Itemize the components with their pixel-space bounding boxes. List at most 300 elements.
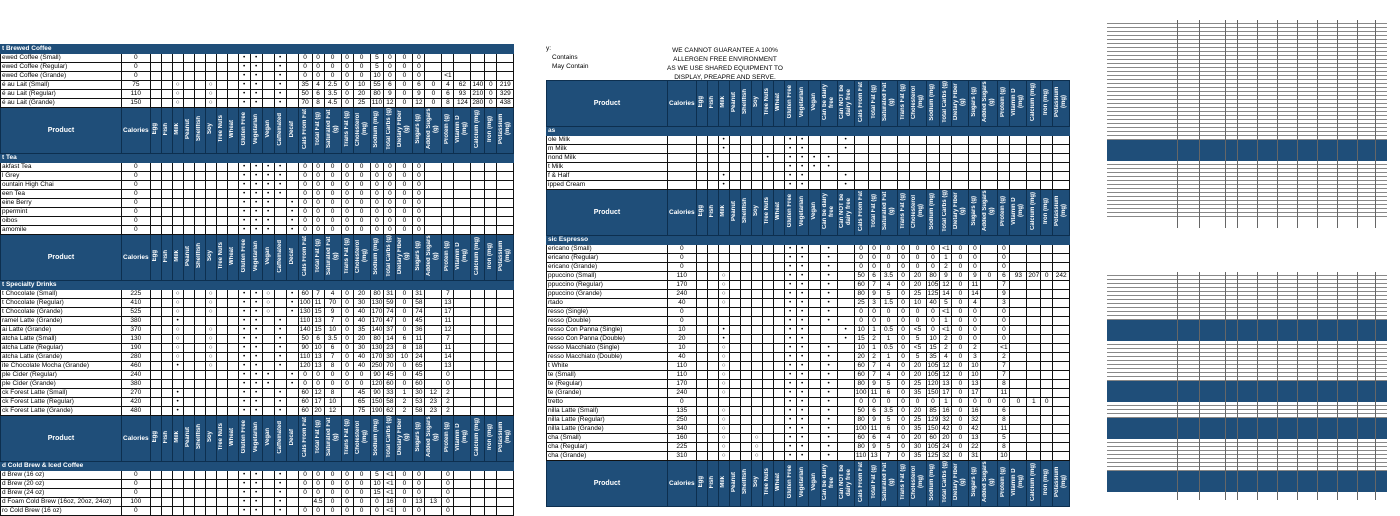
table-cell: 75 xyxy=(353,407,370,416)
table-cell: ○ xyxy=(262,299,274,308)
table-cell: 130 xyxy=(371,344,383,351)
table-cell xyxy=(183,308,194,317)
table-cell: • xyxy=(238,407,250,416)
table-row xyxy=(1,199,514,208)
table-cell: 0 xyxy=(122,199,151,208)
table-cell xyxy=(773,443,784,452)
table-cell xyxy=(150,326,161,335)
table-cell xyxy=(485,507,497,516)
table-cell: 4 xyxy=(880,362,897,371)
table-cell xyxy=(425,308,442,317)
table-cell xyxy=(194,90,205,99)
table-cell xyxy=(729,344,740,353)
table-cell xyxy=(707,335,718,344)
table-cell xyxy=(216,208,227,217)
table-cell: 10 xyxy=(370,72,384,81)
table-cell: 12 xyxy=(384,99,396,108)
table-cell xyxy=(471,362,485,371)
table-cell xyxy=(1053,425,1070,434)
table-cell: • xyxy=(250,190,262,199)
table-cell: • xyxy=(274,480,286,489)
table-cell xyxy=(808,145,820,154)
column-header: Vegetarian xyxy=(250,108,262,154)
table-cell xyxy=(718,245,729,254)
table-cell: • xyxy=(796,371,808,380)
table-cell: 124 xyxy=(454,99,471,108)
table-cell: ○ xyxy=(718,281,729,290)
table-cell xyxy=(150,181,161,190)
table-cell: 11 xyxy=(998,425,1010,434)
disclaimer-line-2: ALLERGEN FREE ENVIRONMENT xyxy=(673,56,777,63)
table-row xyxy=(1,181,514,190)
table-cell xyxy=(1041,136,1053,145)
table-cell: • xyxy=(796,434,808,443)
table-cell xyxy=(897,181,909,190)
table-cell xyxy=(205,317,216,326)
table-cell: • xyxy=(238,371,250,380)
table-cell xyxy=(161,471,172,480)
table-cell: • xyxy=(796,163,808,172)
table-cell: 0 xyxy=(396,290,413,299)
table-cell xyxy=(707,263,718,272)
table-cell: ○ xyxy=(205,335,216,344)
table-cell: ○ xyxy=(718,344,729,353)
table-cell: 7 xyxy=(868,362,880,371)
table-cell xyxy=(425,507,442,516)
table-cell xyxy=(707,290,718,299)
column-header: Cholesterol (mg) xyxy=(909,461,926,507)
table-cell xyxy=(773,272,784,281)
table-cell xyxy=(729,371,740,380)
table-cell xyxy=(425,63,442,72)
column-header: Calcium (mg) xyxy=(471,416,485,462)
table-cell xyxy=(729,181,740,190)
table-cell: • xyxy=(820,299,837,308)
table-cell xyxy=(194,172,205,181)
table-cell: 0 xyxy=(952,317,969,326)
table-cell xyxy=(286,498,298,507)
table-cell xyxy=(751,163,762,172)
table-cell: • xyxy=(796,308,808,317)
table-cell xyxy=(808,443,820,452)
table-cell: 0 xyxy=(880,263,897,272)
table-cell xyxy=(161,290,172,299)
table-cell: 0 xyxy=(909,263,926,272)
table-cell xyxy=(808,389,820,398)
table-cell xyxy=(718,317,729,326)
table-cell: • xyxy=(784,154,796,163)
table-cell xyxy=(1027,416,1041,425)
column-header: Trans Fat (g) xyxy=(897,461,909,507)
column-header: Calcium (mg) xyxy=(1027,461,1041,507)
table-cell xyxy=(172,480,183,489)
table-cell: 7 xyxy=(324,317,341,326)
product-name-cell: f & Half xyxy=(547,172,668,181)
column-header: Product xyxy=(547,461,668,507)
table-row xyxy=(547,452,1070,461)
table-cell: 0 xyxy=(413,54,425,63)
table-cell xyxy=(808,281,820,290)
table-cell: • xyxy=(238,208,250,217)
table-cell: 0 xyxy=(952,380,969,389)
table-cell xyxy=(740,263,751,272)
table-cell: 13 xyxy=(969,434,981,443)
table-cell: 60 xyxy=(854,281,868,290)
table-cell xyxy=(696,181,707,190)
table-cell: 2 xyxy=(868,353,880,362)
table-cell xyxy=(216,389,227,398)
table-cell xyxy=(274,290,286,299)
table-cell xyxy=(1010,245,1027,254)
table-cell xyxy=(740,245,751,254)
table-cell xyxy=(183,199,194,208)
table-cell: 6 xyxy=(998,407,1010,416)
table-cell xyxy=(762,281,773,290)
table-cell: 0 xyxy=(854,254,868,263)
table-cell: 5 xyxy=(880,380,897,389)
table-cell: 0 xyxy=(341,317,353,326)
table-cell xyxy=(808,335,820,344)
table-cell xyxy=(286,54,298,63)
table-cell: • xyxy=(238,181,250,190)
table-cell xyxy=(773,398,784,407)
table-cell: • xyxy=(274,507,286,516)
table-cell: • xyxy=(274,99,286,108)
table-cell: 35 xyxy=(926,353,940,362)
product-name-cell: ck Forest Latte (Small) xyxy=(1,389,122,398)
column-header: Milk xyxy=(172,235,183,281)
table-cell: 100 xyxy=(299,299,311,306)
table-cell: • xyxy=(837,172,854,181)
table-cell xyxy=(1053,398,1070,407)
table-cell: 13 xyxy=(969,380,981,389)
table-cell xyxy=(183,335,194,344)
table-cell xyxy=(981,163,998,172)
table-cell xyxy=(718,398,729,407)
product-name-cell: ewed Coffee (Regular) xyxy=(1,63,122,72)
table-cell: 225 xyxy=(668,443,697,452)
table-cell: • xyxy=(286,208,298,217)
product-name-cell: resso (Double) xyxy=(547,317,668,326)
table-cell xyxy=(425,380,442,389)
table-cell: • xyxy=(250,81,262,90)
table-cell: 9 xyxy=(384,90,396,99)
table-cell xyxy=(471,335,485,344)
table-row xyxy=(1,326,514,335)
column-header: Trans Fat (g) xyxy=(341,108,353,154)
table-cell: 0 xyxy=(396,99,413,108)
table-cell xyxy=(497,489,514,498)
table-cell: • xyxy=(820,425,837,434)
table-cell: 460 xyxy=(122,362,151,371)
table-cell xyxy=(485,362,497,371)
table-cell: 90 xyxy=(370,389,384,398)
table-cell: 0 xyxy=(952,245,969,254)
table-cell xyxy=(981,443,998,452)
table-cell xyxy=(425,208,442,217)
table-cell: 15 xyxy=(312,308,324,317)
table-cell: 0 xyxy=(396,326,413,335)
table-cell xyxy=(161,407,172,416)
table-cell xyxy=(471,72,485,81)
table-cell xyxy=(740,452,751,461)
table-cell: 0 xyxy=(952,308,969,317)
product-name-cell: resso Macchiato (Double) xyxy=(547,353,668,362)
table-cell: 105 xyxy=(927,281,939,288)
table-cell: • xyxy=(250,54,262,63)
table-cell xyxy=(454,380,471,389)
table-cell xyxy=(471,54,485,63)
table-cell xyxy=(981,145,998,154)
table-cell: 0 xyxy=(897,443,909,452)
table-cell: 2 xyxy=(940,263,952,272)
table-cell xyxy=(216,480,227,489)
table-cell xyxy=(751,145,762,154)
table-cell: 0 xyxy=(341,226,353,235)
table-cell xyxy=(696,245,707,254)
table-cell: 160 xyxy=(668,434,697,443)
table-cell: • xyxy=(286,199,298,208)
table-cell xyxy=(751,371,762,380)
table-cell xyxy=(1027,154,1041,163)
thumbnail-column-line xyxy=(1257,20,1258,228)
table-cell xyxy=(216,99,227,108)
table-cell: ○ xyxy=(718,452,729,461)
table-row xyxy=(1,172,514,181)
table-cell: 0 xyxy=(341,471,353,480)
table-cell: ○ xyxy=(205,299,216,308)
table-row xyxy=(1,217,514,226)
product-name-cell: nilla Latte (Small) xyxy=(547,407,668,416)
table-cell xyxy=(696,416,707,425)
table-cell: • xyxy=(784,172,796,181)
table-cell xyxy=(696,308,707,317)
table-cell xyxy=(205,217,216,226)
table-cell: 0 xyxy=(324,217,341,226)
table-cell xyxy=(808,434,820,443)
table-cell: <1 xyxy=(442,72,454,81)
column-header-row xyxy=(1,108,514,154)
table-cell: 0 xyxy=(122,190,151,199)
table-cell xyxy=(740,136,751,145)
table-cell: 0 xyxy=(952,281,969,290)
table-cell xyxy=(216,81,227,90)
table-cell: 0 xyxy=(396,226,413,235)
table-cell: 0 xyxy=(353,172,370,181)
legend-may-contain: May Contain xyxy=(552,63,589,70)
table-cell xyxy=(707,344,718,353)
table-row xyxy=(547,281,1070,290)
table-cell: 0 xyxy=(312,172,324,181)
table-cell xyxy=(205,181,216,190)
table-cell: ○ xyxy=(205,326,216,335)
table-cell xyxy=(707,317,718,326)
table-cell: • xyxy=(784,407,796,416)
column-header: Potassium (mg) xyxy=(497,416,514,462)
table-cell: 0 xyxy=(952,434,969,443)
table-cell xyxy=(194,208,205,217)
table-cell: ○ xyxy=(205,308,216,317)
table-cell: 370 xyxy=(122,326,151,335)
table-cell xyxy=(485,54,497,63)
table-row xyxy=(1,299,514,308)
table-cell: • xyxy=(250,498,262,507)
table-cell: 1 xyxy=(940,317,952,326)
table-cell: 15 xyxy=(926,344,940,353)
table-cell xyxy=(194,54,205,63)
table-cell xyxy=(497,72,514,81)
table-cell: 3 xyxy=(969,353,981,362)
table-cell xyxy=(751,317,762,326)
table-cell xyxy=(1041,389,1053,398)
table-cell: 60 xyxy=(298,398,312,407)
table-cell: 80 xyxy=(854,443,868,452)
table-cell xyxy=(425,335,442,344)
table-cell: <1 xyxy=(384,489,396,498)
table-cell xyxy=(837,290,854,299)
table-cell xyxy=(216,407,227,416)
table-cell xyxy=(1010,181,1027,190)
table-cell xyxy=(837,389,854,398)
column-header: Iron (mg) xyxy=(485,416,497,462)
table-cell: 0 xyxy=(384,181,396,190)
table-cell xyxy=(497,407,514,416)
table-cell xyxy=(172,199,183,208)
table-cell: 0 xyxy=(969,326,981,335)
column-header: Peanut xyxy=(183,235,194,281)
table-cell xyxy=(227,317,238,326)
table-cell xyxy=(150,72,161,81)
table-cell xyxy=(718,254,729,263)
table-cell xyxy=(442,208,454,217)
table-cell xyxy=(150,407,161,416)
table-cell: 0 xyxy=(413,63,425,72)
table-cell: 0 xyxy=(969,398,981,407)
table-cell: 0 xyxy=(341,480,353,489)
column-header: Milk xyxy=(172,108,183,154)
table-cell: • xyxy=(262,199,274,208)
table-cell xyxy=(762,299,773,308)
table-cell: 3 xyxy=(998,299,1010,308)
table-cell xyxy=(751,263,762,272)
table-cell xyxy=(820,335,837,344)
table-cell xyxy=(696,335,707,344)
table-cell: 380 xyxy=(122,317,151,326)
table-cell xyxy=(718,308,729,317)
table-cell xyxy=(762,317,773,326)
table-cell xyxy=(1027,254,1041,263)
table-cell: 7 xyxy=(442,335,454,344)
table-cell: 0 xyxy=(897,263,909,272)
table-cell: 0 xyxy=(969,335,981,344)
table-cell xyxy=(183,208,194,217)
table-cell: • xyxy=(837,145,854,154)
table-cell xyxy=(1010,299,1027,308)
table-cell: 0 xyxy=(897,371,909,380)
table-cell xyxy=(205,507,216,516)
table-cell: 60 xyxy=(298,407,312,416)
table-cell xyxy=(454,371,471,380)
column-header: Caffeinated xyxy=(274,235,286,281)
table-cell: 2 xyxy=(442,407,454,416)
table-cell: 30 xyxy=(353,299,370,308)
table-cell: • xyxy=(718,181,729,190)
table-row xyxy=(1,290,514,299)
table-cell: • xyxy=(784,416,796,425)
table-cell xyxy=(696,371,707,380)
table-cell: • xyxy=(784,181,796,190)
table-cell xyxy=(150,217,161,226)
table-cell xyxy=(183,217,194,226)
column-header: Vegan xyxy=(262,416,274,462)
table-cell: 0 xyxy=(413,507,425,516)
table-cell: 135 xyxy=(668,407,697,416)
table-cell: 0 xyxy=(122,163,151,172)
table-cell xyxy=(216,371,227,380)
table-cell xyxy=(837,245,854,254)
table-cell: 0 xyxy=(952,335,969,344)
table-cell xyxy=(485,226,497,235)
table-cell: 8 xyxy=(442,99,454,108)
table-cell xyxy=(262,407,274,416)
table-cell xyxy=(216,308,227,317)
table-cell: 0 xyxy=(298,217,312,226)
table-cell xyxy=(274,217,286,226)
column-header: Caffeinated xyxy=(274,108,286,154)
table-cell: • xyxy=(262,181,274,190)
table-cell: 110 xyxy=(122,90,151,99)
table-cell xyxy=(1053,389,1070,398)
table-cell: • xyxy=(820,407,837,416)
product-name-cell: ountain High Chai xyxy=(1,181,122,190)
table-cell xyxy=(286,181,298,190)
table-cell: 0 xyxy=(324,181,341,190)
column-header: Soy xyxy=(205,108,216,154)
table-cell xyxy=(1053,326,1070,335)
table-cell xyxy=(1041,371,1053,380)
section-title: as xyxy=(547,127,1070,136)
table-cell xyxy=(926,172,940,181)
table-cell: 20 xyxy=(312,407,324,416)
table-cell xyxy=(1010,344,1027,353)
table-cell xyxy=(425,489,442,498)
product-name-cell: t Chocolate (Grande) xyxy=(1,308,122,317)
table-cell xyxy=(454,507,471,516)
table-cell xyxy=(227,217,238,226)
table-cell xyxy=(751,254,762,263)
table-cell xyxy=(262,335,274,344)
table-cell: ○ xyxy=(262,290,274,299)
table-cell: 0 xyxy=(324,63,341,72)
table-cell xyxy=(150,380,161,389)
table-cell: 17 xyxy=(312,398,324,407)
table-cell xyxy=(808,353,820,362)
table-cell xyxy=(227,190,238,199)
column-header: Cals From Fat xyxy=(298,416,312,462)
table-cell xyxy=(286,81,298,90)
table-cell xyxy=(729,425,740,434)
table-cell: • xyxy=(286,217,298,226)
table-cell xyxy=(668,136,697,145)
table-cell: • xyxy=(796,254,808,263)
table-cell xyxy=(837,425,854,434)
table-cell xyxy=(969,181,981,190)
table-cell xyxy=(773,452,784,461)
table-cell: 150 xyxy=(927,425,939,432)
table-cell: • xyxy=(820,254,837,263)
table-cell xyxy=(161,81,172,90)
table-cell xyxy=(773,163,784,172)
